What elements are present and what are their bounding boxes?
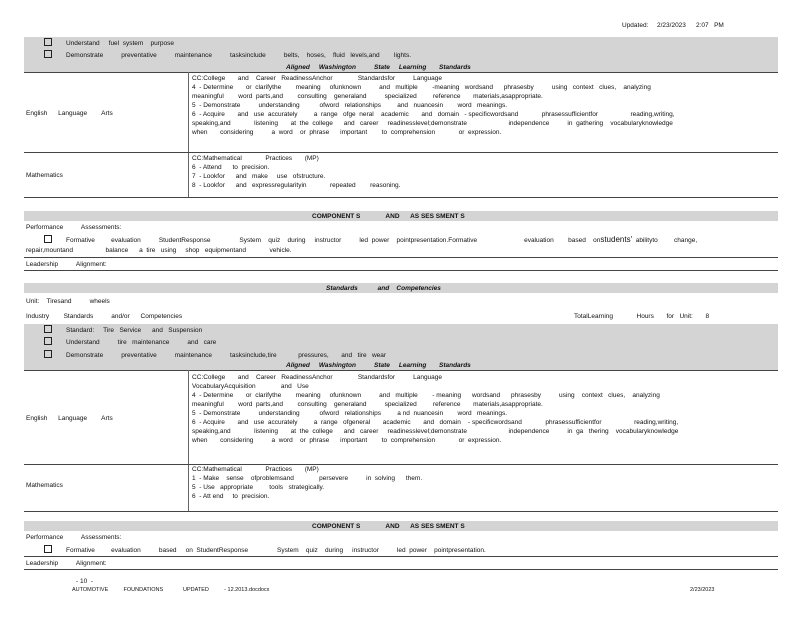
divider bbox=[24, 370, 778, 371]
leadership-alignment-label: Leadership Alignment: bbox=[26, 261, 107, 268]
math-line: 7 - Lookfor and make use ofstructure. bbox=[192, 173, 326, 180]
ela-line: when considering a word or phrase important to comprehension or expression. bbox=[192, 437, 502, 444]
unit-title: Unit: Tiresand wheels bbox=[26, 298, 110, 305]
ela-line: 6 - Acquire and use accurately a range ofge neral academic and domain - specificwordsand phrasessufficientfor reading,writing, bbox=[192, 111, 675, 118]
footer-document-name: AUTOMOTIVE FOUNDATIONS UPDATED - 12.2013.docdocx bbox=[72, 587, 270, 593]
checkbox-bullet-icon bbox=[44, 337, 52, 345]
ela-line: 5 - Demonstrate understanding ofword relationships and nuancesin word meanings. bbox=[192, 102, 508, 109]
divider bbox=[24, 197, 778, 198]
standards-competencies-title: Standards and Competencies bbox=[326, 285, 441, 292]
checkbox-bullet-icon bbox=[44, 38, 52, 46]
math-line: 6 - Att end to precision. bbox=[192, 493, 270, 500]
checkbox-bullet-icon bbox=[44, 325, 52, 333]
math-standards-text bbox=[192, 465, 422, 501]
ela-line: 4 - Determine or clarifythe meaning ofunknown and multiple - meaning wordsand phrasesby using context clues, analyzing bbox=[192, 392, 660, 399]
divider bbox=[24, 569, 778, 570]
list-item: Demonstrate preventative maintenance tasksinclude,tire pressures, and tire wear bbox=[44, 350, 386, 360]
components-title: COMPONENT S AND AS SES SMENT S bbox=[312, 523, 465, 530]
list-item: Standard: Tire Service and Suspension bbox=[44, 325, 202, 335]
footer-date: 2/23/2023 bbox=[690, 587, 715, 593]
checkbox-bullet-icon bbox=[44, 235, 52, 243]
ela-line: when considering a word or phrase important to comprehension or expression. bbox=[192, 129, 502, 136]
math-label: Mathematics bbox=[26, 172, 63, 179]
checkbox-bullet-icon bbox=[44, 350, 52, 358]
divider bbox=[24, 270, 778, 271]
ela-label: English Language Arts bbox=[26, 110, 113, 117]
assessment-text-continued: repair,mountand balance a tire using shop equipmentand vehicle. bbox=[26, 247, 292, 254]
updated-date: 2/23/2023 bbox=[657, 22, 686, 29]
math-line: CC:Mathematical Practices (MP) bbox=[192, 466, 319, 473]
assessment-text: Formative evaluation based on StudentResponse System quiz during instructor led power pointpresentation. bbox=[44, 545, 486, 555]
industry-standards-label: Industry Standards and/or Competencies bbox=[26, 313, 183, 320]
ela-line: 5 - Demonstrate understanding ofword relationships a nd nuancesin word meanings. bbox=[192, 410, 508, 417]
math-line: 5 - Use appropriate tools strategically. bbox=[192, 484, 325, 491]
performance-assessments-label: Performance Assessments: bbox=[26, 534, 122, 541]
column-divider bbox=[188, 370, 189, 511]
checkbox-bullet-icon bbox=[44, 50, 52, 58]
ela-line: meaningful word parts,and consulting generaland specialized reference materials,asappropriate. bbox=[192, 93, 543, 100]
math-line: 6 - Attend to precision. bbox=[192, 164, 270, 171]
ela-line: CC:College and Career ReadinessAnchor Standardsfor Language bbox=[192, 75, 443, 82]
divider bbox=[24, 511, 778, 512]
divider bbox=[24, 556, 778, 557]
students-word: students' bbox=[600, 235, 633, 244]
math-line: 1 - Make sense ofproblemsand persevere in solving them. bbox=[192, 475, 423, 482]
math-standards-text bbox=[192, 154, 400, 190]
ela-line: speaking,and listening at the college and career readinesslevel;demonstrate independence in gathering vocabularyknowledge bbox=[192, 120, 673, 127]
ela-line: meaningful word parts,and consulting generaland specialized reference materials,asappropriate. bbox=[192, 401, 543, 408]
ela-label: English Language Arts bbox=[26, 415, 113, 422]
math-line: 8 - Lookfor and expressregularityin repeated reasoning. bbox=[192, 182, 401, 189]
ela-line: CC:College and Career ReadinessAnchor Standardsfor Language bbox=[192, 374, 443, 381]
total-learning-hours: TotalLearning Hours for Unit: 8 bbox=[574, 313, 710, 320]
aligned-standards-title: Aligned Washington State Learning Standards bbox=[286, 362, 471, 369]
ela-line: speaking,and listening at the college and career readinesslevel;demonstrate independence in ga thering vocabularyknowledge bbox=[192, 428, 679, 435]
updated-label: Updated: bbox=[622, 22, 649, 29]
aligned-standards-title: Aligned Washington State Learning Standards bbox=[286, 64, 471, 71]
performance-assessments-label: Performance Assessments: bbox=[26, 224, 122, 231]
ela-line: VocabularyAcquisition and Use bbox=[192, 383, 309, 390]
math-line: CC:Mathematical Practices (MP) bbox=[192, 155, 319, 162]
components-title: COMPONENT S AND AS SES SMENT S bbox=[312, 213, 465, 220]
divider bbox=[24, 152, 778, 153]
leadership-alignment-label: Leadership Alignment: bbox=[26, 560, 107, 567]
math-label: Mathematics bbox=[26, 482, 63, 489]
divider bbox=[24, 257, 778, 258]
column-divider bbox=[188, 72, 189, 197]
list-item: Understand fuel system purpose bbox=[44, 38, 174, 48]
ela-line: 6 - Acquire and use accurately a range ofgeneral academic and domain - specificwordsand phrasessufficientfor reading,writing, bbox=[192, 419, 679, 426]
divider bbox=[24, 72, 778, 73]
ela-standards-text bbox=[192, 74, 675, 137]
checkbox-bullet-icon bbox=[44, 545, 52, 553]
list-item: Demonstrate preventative maintenance tasksinclude belts, hoses, fluid levels,and lights. bbox=[44, 50, 411, 60]
ela-line: 4 - Determine or clarifythe meaning ofunknown and multiple -meaning wordsand phrasesby using context clues, analyzing bbox=[192, 84, 651, 91]
list-item: Understand tire maintenance and care bbox=[44, 337, 216, 347]
updated-time: 2:07 PM bbox=[696, 22, 724, 29]
assessment-text: Formative evaluation StudentResponse System quiz during instructor led power pointpresentation.Formative evaluation based onstudents' abilityto change, bbox=[44, 235, 697, 245]
page-number: - 10 - bbox=[76, 578, 93, 585]
ela-standards-text bbox=[192, 373, 678, 445]
